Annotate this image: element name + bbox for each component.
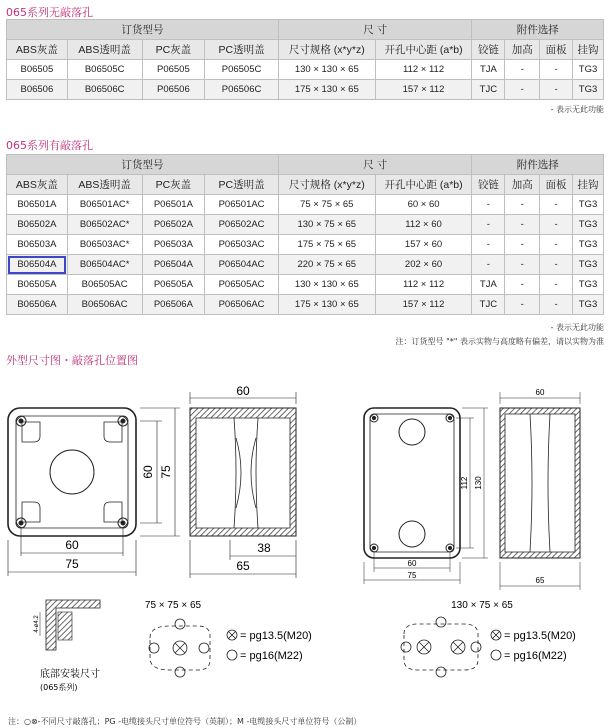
dim-small-d3: 65 bbox=[236, 559, 250, 573]
col-hinge-cell: - bbox=[472, 235, 505, 255]
col-abs-clear-header: ABS透明盖 bbox=[67, 40, 142, 60]
col-pc-grey-cell: P06502A bbox=[142, 215, 205, 235]
table-row bbox=[7, 215, 604, 235]
table-with-knockout bbox=[6, 154, 604, 315]
col-hole-spacing-cell: 112 × 112 bbox=[375, 275, 472, 295]
col-hook-cell: TG3 bbox=[573, 235, 604, 255]
col-size-cell: 175 × 75 × 65 bbox=[278, 235, 375, 255]
col-extension-cell: - bbox=[505, 80, 540, 100]
col-size-cell: 130 × 130 × 65 bbox=[278, 275, 375, 295]
col-extension-cell: - bbox=[505, 60, 540, 80]
large-box-front-view bbox=[364, 408, 488, 584]
dim-small-w: 60 bbox=[65, 538, 79, 552]
col-abs-clear-cell: B06505AC bbox=[67, 275, 142, 295]
col-abs-clear-cell: B06503AC* bbox=[67, 235, 142, 255]
col-hole-spacing-cell: 112 × 112 bbox=[375, 60, 472, 80]
col-panel-header: 面板 bbox=[540, 175, 573, 195]
dim-small-h2: 75 bbox=[159, 465, 173, 479]
col-extension-cell: - bbox=[505, 235, 540, 255]
large-box-side-view bbox=[500, 392, 580, 590]
col-pc-grey-cell: P06506 bbox=[142, 80, 205, 100]
col-abs-clear-cell: B06501AC* bbox=[67, 195, 142, 215]
col-pc-clear-cell: P06505C bbox=[205, 60, 279, 80]
dim-large-b1: 60 bbox=[407, 559, 417, 568]
col-panel-cell: - bbox=[540, 215, 573, 235]
col-panel-header: 面板 bbox=[540, 40, 573, 60]
col-abs-grey-cell: B06503A bbox=[7, 235, 68, 255]
caption-left: 75 × 75 × 65 bbox=[144, 600, 202, 611]
mount-dim: 4-ø4.2 bbox=[34, 615, 40, 633]
col-pc-grey-header: PC灰盖 bbox=[142, 40, 205, 60]
col-abs-clear-cell: B06504AC* bbox=[67, 255, 142, 275]
note-no-function: - 表示无此功能 bbox=[550, 105, 604, 114]
col-panel-cell: - bbox=[540, 255, 573, 275]
col-size-cell: 175 × 130 × 65 bbox=[278, 295, 375, 315]
col-extension-cell: - bbox=[505, 215, 540, 235]
section1-title: 065系列无敲落孔 bbox=[6, 6, 93, 19]
legend-left bbox=[227, 630, 237, 660]
col-size-cell: 130 × 130 × 65 bbox=[278, 60, 375, 80]
col-abs-clear-cell: B06506AC bbox=[67, 295, 142, 315]
dim-large-top: 60 bbox=[535, 388, 545, 397]
col-size-header: 尺寸规格 (x*y*z) bbox=[278, 40, 375, 60]
col-pc-clear-cell: P06504AC bbox=[205, 255, 279, 275]
col-pc-clear-cell: P06502AC bbox=[205, 215, 279, 235]
table-row bbox=[7, 195, 604, 215]
dim-large-b3: 65 bbox=[535, 576, 545, 585]
col-hinge-cell: - bbox=[472, 195, 505, 215]
group-size: 尺 寸 bbox=[278, 20, 472, 40]
col-panel-cell: - bbox=[540, 60, 573, 80]
col-size-cell: 75 × 75 × 65 bbox=[278, 195, 375, 215]
col-hinge-cell: - bbox=[472, 255, 505, 275]
col-hinge-cell: TJA bbox=[472, 275, 505, 295]
col-hinge-cell: - bbox=[472, 215, 505, 235]
col-pc-clear-cell: P06503AC bbox=[205, 235, 279, 255]
col-abs-clear-cell: B06505C bbox=[67, 60, 142, 80]
col-hook-header: 挂钩 bbox=[573, 175, 604, 195]
col-pc-clear-cell: P06506C bbox=[205, 80, 279, 100]
col-hinge-header: 铰链 bbox=[472, 40, 505, 60]
dimension-drawings bbox=[0, 368, 612, 728]
col-panel-cell: - bbox=[540, 275, 573, 295]
col-hinge-cell: TJC bbox=[472, 80, 505, 100]
dim-large-h1: 112 bbox=[460, 476, 469, 490]
col-extension-header: 加高 bbox=[505, 40, 540, 60]
col-pc-grey-cell: P06503A bbox=[142, 235, 205, 255]
table-no-knockout bbox=[6, 19, 604, 100]
col-hinge-cell: TJC bbox=[472, 295, 505, 315]
col-abs-grey-cell: B06502A bbox=[7, 215, 68, 235]
table-row bbox=[7, 235, 604, 255]
col-pc-clear-cell: P06501AC bbox=[205, 195, 279, 215]
col-hook-cell: TG3 bbox=[573, 215, 604, 235]
col-pc-clear-cell: P06505AC bbox=[205, 275, 279, 295]
col-abs-grey-cell: B06505A bbox=[7, 275, 68, 295]
col-hinge-cell: TJA bbox=[472, 60, 505, 80]
col-hole-spacing-cell: 157 × 60 bbox=[375, 235, 472, 255]
dim-small-d2: 38 bbox=[257, 541, 271, 555]
col-hole-spacing-cell: 202 × 60 bbox=[375, 255, 472, 275]
col-abs-clear-cell: B06502AC* bbox=[67, 215, 142, 235]
group-order: 订货型号 bbox=[7, 155, 279, 175]
col-abs-grey-header: ABS灰盖 bbox=[7, 175, 68, 195]
legend-right-pg135: = pg13.5(M20) bbox=[504, 630, 576, 642]
col-hook-cell: TG3 bbox=[573, 80, 604, 100]
col-pc-grey-cell: P06505 bbox=[142, 60, 205, 80]
col-hole-spacing-header: 开孔中心距 (a*b) bbox=[375, 175, 472, 195]
knockout-diagram-left bbox=[149, 619, 210, 677]
dim-small-depth: 60 bbox=[236, 384, 250, 398]
col-abs-grey-cell: B06506A bbox=[7, 295, 68, 315]
table-row bbox=[7, 275, 604, 295]
col-extension-cell: - bbox=[505, 295, 540, 315]
section2-title: 065系列有敲落孔 bbox=[6, 139, 93, 152]
col-abs-grey-cell: B06505 bbox=[7, 60, 68, 80]
col-extension-header: 加高 bbox=[505, 175, 540, 195]
table-row bbox=[7, 255, 604, 275]
group-accessory: 附件选择 bbox=[472, 155, 604, 175]
col-hole-spacing-cell: 60 × 60 bbox=[375, 195, 472, 215]
col-panel-cell: - bbox=[540, 235, 573, 255]
col-hinge-header: 铰链 bbox=[472, 175, 505, 195]
col-hole-spacing-cell: 157 × 112 bbox=[375, 295, 472, 315]
col-abs-grey-cell: B06506 bbox=[7, 80, 68, 100]
col-hole-spacing-cell: 112 × 60 bbox=[375, 215, 472, 235]
col-extension-cell: - bbox=[505, 275, 540, 295]
col-pc-grey-header: PC灰盖 bbox=[142, 175, 205, 195]
col-pc-grey-cell: P06501A bbox=[142, 195, 205, 215]
group-order: 订货型号 bbox=[7, 20, 279, 40]
col-hook-cell: TG3 bbox=[573, 295, 604, 315]
col-panel-cell: - bbox=[540, 295, 573, 315]
group-accessory: 附件选择 bbox=[472, 20, 604, 40]
legend-left-pg16: = pg16(M22) bbox=[240, 650, 303, 662]
col-size-header: 尺寸规格 (x*y*z) bbox=[278, 175, 375, 195]
col-hook-header: 挂钩 bbox=[573, 40, 604, 60]
table-row bbox=[7, 60, 604, 80]
col-extension-cell: - bbox=[505, 255, 540, 275]
col-size-cell: 175 × 130 × 65 bbox=[278, 80, 375, 100]
col-pc-clear-header: PC透明盖 bbox=[205, 175, 279, 195]
footer-note: 注：○⊗-不同尺寸敲落孔；PG -电缆接头尺寸单位符号（英制）；M -电缆接头尺寸单位符号（公制） bbox=[8, 717, 362, 726]
col-pc-grey-cell: P06506A bbox=[142, 295, 205, 315]
dim-small-h: 60 bbox=[141, 465, 155, 479]
dim-large-b2: 75 bbox=[407, 571, 417, 580]
col-panel-cell: - bbox=[540, 80, 573, 100]
col-abs-clear-cell: B06506C bbox=[67, 80, 142, 100]
col-size-cell: 130 × 75 × 65 bbox=[278, 215, 375, 235]
col-abs-grey-cell: B06504A bbox=[7, 255, 68, 275]
col-hole-spacing-cell: 157 × 112 bbox=[375, 80, 472, 100]
col-panel-cell: - bbox=[540, 195, 573, 215]
col-hook-cell: TG3 bbox=[573, 195, 604, 215]
col-pc-clear-cell: P06506AC bbox=[205, 295, 279, 315]
col-size-cell: 220 × 75 × 65 bbox=[278, 255, 375, 275]
col-extension-cell: - bbox=[505, 195, 540, 215]
note-no-function-2: - 表示无此功能 bbox=[550, 323, 604, 332]
dim-large-h2: 130 bbox=[474, 476, 483, 490]
legend-left-pg135: = pg13.5(M20) bbox=[240, 630, 312, 642]
small-box-front-view bbox=[8, 408, 180, 576]
col-abs-grey-cell: B06501A bbox=[7, 195, 68, 215]
mounting-detail bbox=[40, 600, 100, 650]
group-size: 尺 寸 bbox=[278, 155, 472, 175]
table-row bbox=[7, 295, 604, 315]
caption-right: 130 × 75 × 65 bbox=[451, 600, 513, 611]
col-pc-grey-cell: P06505A bbox=[142, 275, 205, 295]
col-hook-cell: TG3 bbox=[573, 255, 604, 275]
section3-title: 外型尺寸图・敲落孔位置图 bbox=[6, 354, 138, 367]
legend-right bbox=[491, 630, 501, 660]
col-abs-clear-header: ABS透明盖 bbox=[67, 175, 142, 195]
col-pc-grey-cell: P06504A bbox=[142, 255, 205, 275]
col-hole-spacing-header: 开孔中心距 (a*b) bbox=[375, 40, 472, 60]
small-box-side-view bbox=[190, 392, 296, 578]
mount-series: (065系列) bbox=[40, 683, 78, 692]
table-row bbox=[7, 80, 604, 100]
mount-label: 底部安装尺寸 bbox=[40, 669, 100, 680]
legend-right-pg16: = pg16(M22) bbox=[504, 650, 567, 662]
col-pc-clear-header: PC透明盖 bbox=[205, 40, 279, 60]
col-hook-cell: TG3 bbox=[573, 60, 604, 80]
col-abs-grey-header: ABS灰盖 bbox=[7, 40, 68, 60]
col-hook-cell: TG3 bbox=[573, 275, 604, 295]
note-order-star: 注：订货型号 "*" 表示实物与高度略有偏差，请以实物为准 bbox=[395, 337, 604, 346]
knockout-diagram-right bbox=[401, 617, 481, 677]
dim-small-w2: 75 bbox=[65, 557, 79, 571]
